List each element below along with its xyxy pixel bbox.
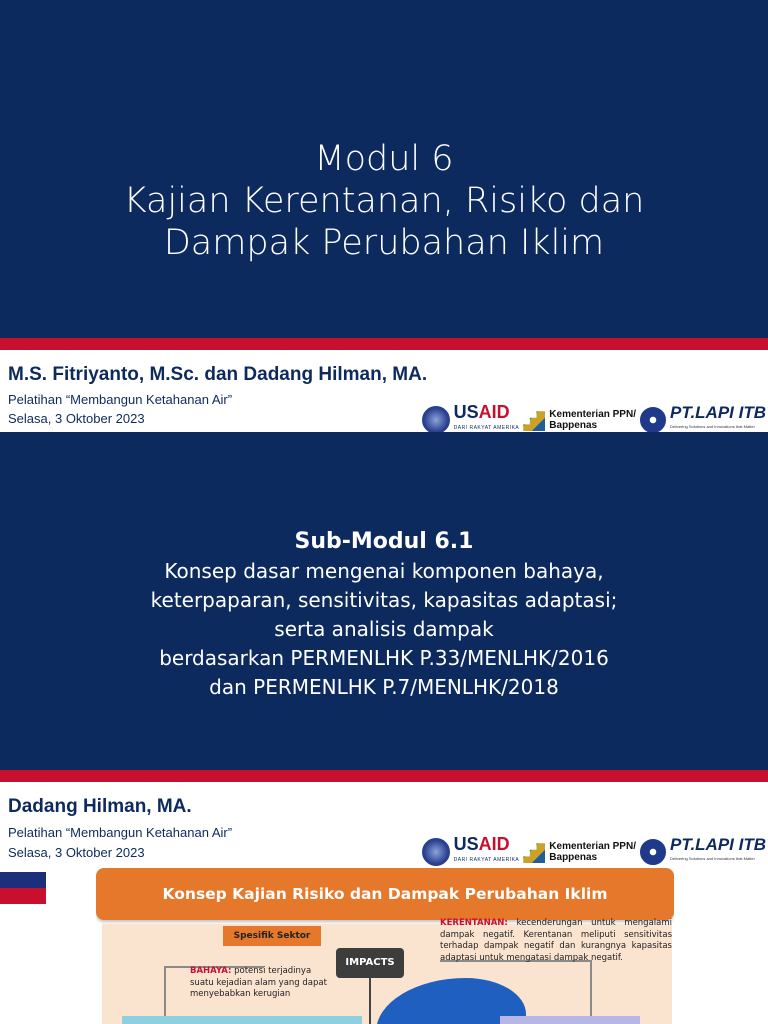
author-name: M.S. Fitriyanto, M.Sc. dan Dadang Hilman, MA. [8,364,428,385]
hazard-definition [190,966,333,1001]
bappenas-icon [523,409,545,431]
bappenas-icon [523,841,545,863]
bappenas-logo: Kementerian PPN/ Bappenas [549,409,636,431]
impacts-connector [369,978,371,1024]
concept-panel [96,868,674,1024]
desc-line-5: dan PERMENLHK P.7/MENLHK/2018 [209,675,559,699]
module-title-line-3: Dampak Perubahan Iklim [163,223,605,263]
bappenas-logo: Kementerian PPN/ Bappenas [549,841,636,863]
hazard-band [122,1016,362,1024]
hazard-text: potensi terjadinya suatu kejadian alam yang dapat menyebabkan kerugian [190,966,327,999]
module-title [0,0,768,264]
event-name: Pelatihan “Membangun Ketahanan Air” [8,392,233,407]
submodule-description [0,557,768,702]
vulnerability-definition [440,918,672,964]
lapi-itb-logo: PT.LAPI ITB Delivering Solutions and Innovations that Matter [669,403,766,429]
concept-banner: Konsep Kajian Risiko dan Dampak Perubahan Iklim [96,868,674,920]
title-slide [0,0,768,338]
red-divider [0,770,768,782]
desc-line-1: Konsep dasar mengenai komponen bahaya, [164,559,604,583]
event-date: Selasa, 3 Oktober 2023 [8,845,145,860]
lapi-itb-logo: PT.LAPI ITB Delivering Solutions and Innovations that Matter [669,835,766,861]
red-divider [0,338,768,350]
desc-line-4: berdasarkan PERMENLHK P.33/MENLHK/2016 [159,646,609,670]
vulnerability-text: kecenderungan untuk mengalami dampak negatif. Kerentanan meliputi sensitivitas terhadap dampak negatif dan kurangnya kapasitas adaptasi untuk mengatasi dampak negatif. [440,918,672,963]
event-date: Selasa, 3 Oktober 2023 [8,411,145,426]
usaid-logo: USAID DARI RAKYAT AMERIKA [453,834,520,863]
hazard-label: BAHAYA: [190,966,232,976]
itb-seal-icon [640,407,666,433]
impacts-box: IMPACTS [336,948,404,978]
usaid-logo: USAID DARI RAKYAT AMERIKA [453,402,520,431]
submodule-slide [0,432,768,770]
module-title-line-2: Kajian Kerentanan, Risiko dan [123,181,645,221]
flag-icon [0,872,46,904]
event-name: Pelatihan “Membangun Ketahanan Air” [8,825,233,840]
author-name: Dadang Hilman, MA. [8,796,192,817]
sector-label: Spesifik Sektor [223,926,321,946]
partner-logos [422,836,766,868]
desc-line-3: serta analisis dampak [274,617,494,641]
usaid-seal-icon [422,838,450,866]
desc-line-2: keterpaparan, sensitivitas, kapasitas adaptasi; [150,588,618,612]
usaid-seal-icon [422,406,450,434]
vulnerability-label: KERENTANAN: [440,918,508,928]
socioeconomic-band [500,1016,640,1024]
module-title-line-1: Modul 6 [314,139,454,179]
submodule-title: Sub-Modul 6.1 [294,529,474,554]
itb-seal-icon [640,839,666,865]
